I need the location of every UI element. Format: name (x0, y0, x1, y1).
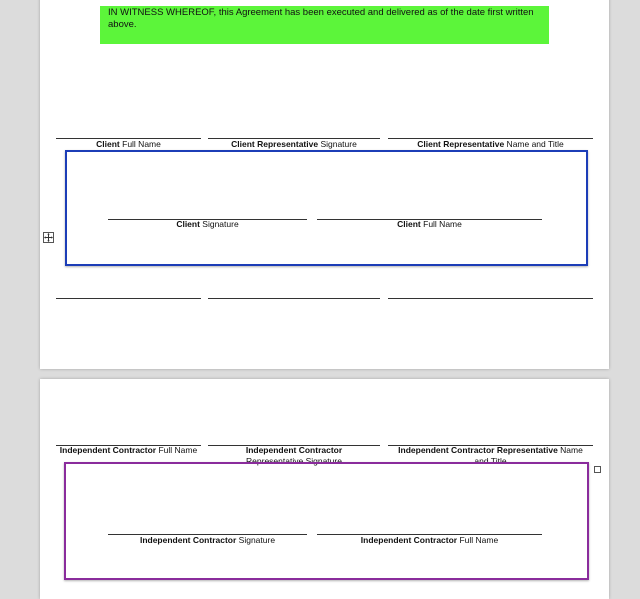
client-box-full-name-label: Client Full Name (397, 219, 462, 229)
client-signature-label: Client Signature (176, 219, 239, 229)
client-signature-box[interactable] (65, 150, 588, 266)
move-cross-icon[interactable] (43, 232, 54, 243)
witness-text: IN WITNESS WHEREOF, this Agreement has been executed and delivered as of the date first written above. (108, 7, 534, 30)
contractor-signature-label: Independent Contractor Signature (139, 535, 276, 545)
client-rep-signature-label: Client Representative Signature (231, 139, 357, 149)
contractor-full-name-label: Independent Contractor Full Name (59, 445, 198, 455)
contractor-rep-name-title-label: Independent Contractor Representative Name and Title (398, 445, 583, 466)
resize-square-icon[interactable] (594, 466, 601, 473)
contractor-rep-signature-label: Independent Contractor Representative Signature (245, 445, 343, 466)
blank-line-1 (56, 298, 201, 299)
client-rep-name-title-label: Client Representative Name and Title (417, 139, 564, 149)
contractor-box-full-name-label: Independent Contractor Full Name (360, 535, 499, 545)
blank-line-2 (208, 298, 380, 299)
blank-line-3 (388, 298, 593, 299)
witness-highlight (100, 6, 549, 44)
contractor-signature-box[interactable] (64, 462, 589, 580)
client-full-name-label: Client Full Name (96, 139, 161, 149)
